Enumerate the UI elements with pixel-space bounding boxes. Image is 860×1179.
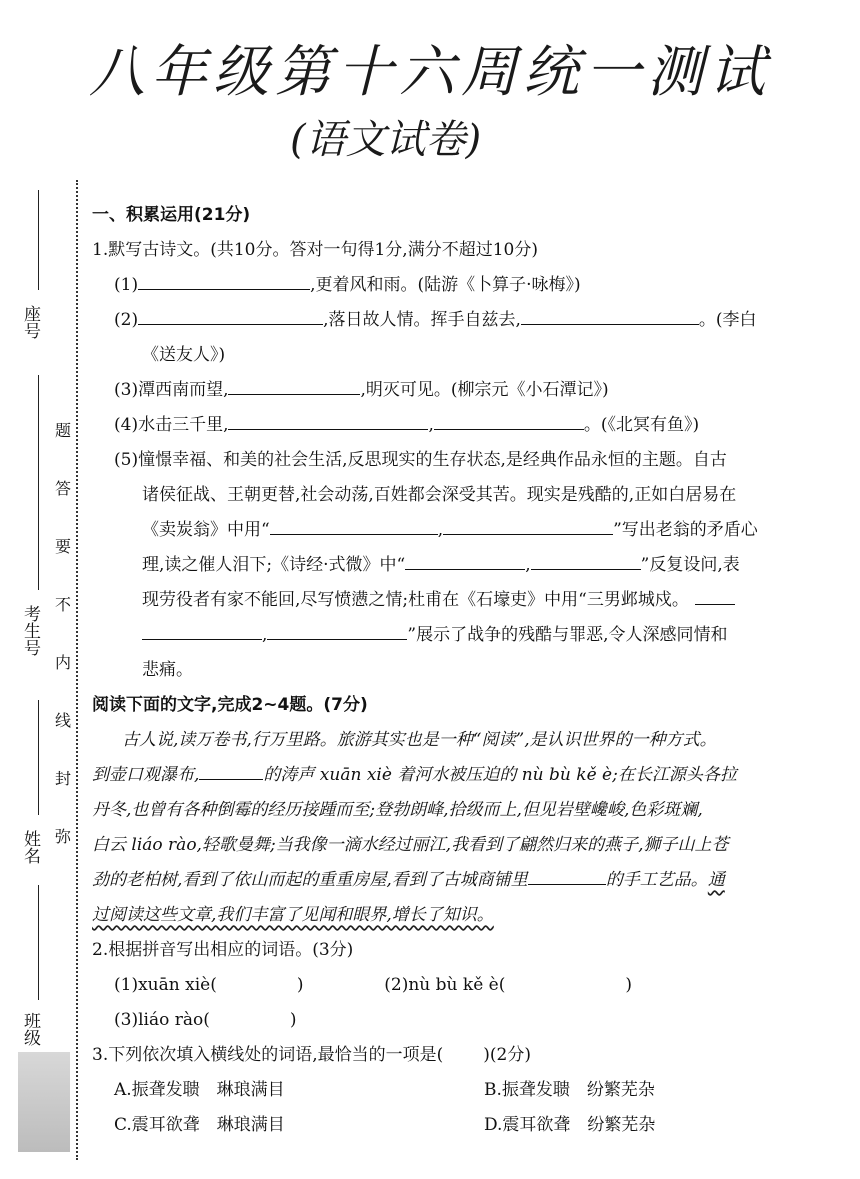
text: 现劳役者有家不能回,尽写愤懑之情;杜甫在《石壕吏》中用“三男邺城戍。 xyxy=(142,590,689,610)
passage-line xyxy=(92,758,844,793)
reading-passage xyxy=(92,723,844,933)
name-line xyxy=(38,700,39,815)
q2-stem: 2.根据拼音写出相应的词语。(3分) xyxy=(92,940,354,960)
text: (1) xyxy=(114,275,139,295)
answer-blank[interactable] xyxy=(695,584,735,605)
q1-item-5: (5)憧憬幸福、和美的社会生活,反思现实的生存状态,是经典作品永恒的主题。自古 xyxy=(114,450,727,470)
text: 《卖炭翁》中用“ xyxy=(142,520,270,540)
passage-line xyxy=(92,898,844,933)
wavy-underlined-text: 通 xyxy=(707,870,725,890)
q1-item-5-l2: 诸侯征战、王朝更替,社会动荡,百姓都会深受其苦。现实是残酷的,正如白居易在 xyxy=(142,485,737,505)
text: 3.下列依次填入横线处的词语,最恰当的一项是( xyxy=(92,1045,444,1065)
text: ) xyxy=(289,1010,297,1030)
answer-blank[interactable] xyxy=(228,374,360,395)
text: ) xyxy=(625,975,632,995)
passage-line: 丹冬,也曾有各种倒霉的经历接踵而至;登勃朗峰,拾级而上,但见岩壁巉峻,色彩斑斓, xyxy=(92,800,703,820)
answer-blank[interactable] xyxy=(138,269,310,290)
answer-blank[interactable] xyxy=(405,549,525,570)
text: 到壶口观瀑布, xyxy=(92,765,200,785)
class-line xyxy=(38,885,39,1000)
q2-items-row2 xyxy=(92,1003,844,1038)
text: 理,读之催人泪下;《诗经·式微》中“ xyxy=(142,555,406,575)
answer-blank[interactable] xyxy=(228,409,428,430)
text: (2)nù bù kě è( xyxy=(384,975,506,995)
reading-heading: 阅读下面的文字,完成2~4题。(7分) xyxy=(92,695,368,715)
text: 的涛声 xuān xiè 着河水被压迫的 nù bù kě è;在长江源头各拉 xyxy=(263,765,737,785)
q3-options-row1 xyxy=(92,1073,844,1108)
tape-mark xyxy=(18,1052,70,1152)
page-title: 八年级第十六周统一测试 xyxy=(89,40,771,105)
text: (4)水击三千里, xyxy=(114,415,229,435)
q1-item-4 xyxy=(92,408,844,443)
text: 。(李白 xyxy=(698,310,757,330)
text: (1)xuān xiè( xyxy=(114,975,217,995)
q1-item-5-l6 xyxy=(92,618,844,653)
notice-char: 封 xyxy=(55,769,72,788)
notice-char: 题 xyxy=(55,421,72,440)
q3-stem xyxy=(92,1038,844,1073)
text: (3)liáo rào( xyxy=(114,1010,210,1030)
passage-line: 白云 liáo rào,轻歌曼舞;当我像一滴水经过丽江,我看到了翩然归来的燕子,狮子山上苍 xyxy=(92,835,729,855)
text: ,明灭可见。(柳宗元《小石潭记》) xyxy=(360,380,609,400)
notice-char: 线 xyxy=(55,711,72,730)
text: ”展示了战争的残酷与罪恶,令人深感同情和 xyxy=(407,625,728,645)
q1-item-5-l4 xyxy=(92,548,844,583)
answer-blank[interactable] xyxy=(521,304,699,325)
option-c[interactable]: C.震耳欲聋 琳琅满目 xyxy=(114,1115,285,1135)
q3-options-row2 xyxy=(92,1108,844,1143)
seat-label: 座号 xyxy=(20,305,40,339)
answer-blank[interactable] xyxy=(199,759,263,780)
option-a[interactable]: A.振聋发聩 琳琅满目 xyxy=(114,1080,285,1100)
text: 的手工艺品。 xyxy=(605,870,708,890)
answer-blank[interactable] xyxy=(434,409,584,430)
text: (2) xyxy=(114,310,139,330)
notice-char: 要 xyxy=(55,537,72,556)
binding-line xyxy=(76,180,78,1160)
text: ) xyxy=(296,975,304,995)
answer-blank[interactable] xyxy=(270,514,438,535)
seat-line xyxy=(38,190,39,290)
text: , xyxy=(437,520,444,540)
notice-char: 答 xyxy=(55,479,72,498)
text: , xyxy=(262,625,268,645)
option-b[interactable]: B.振聋发聩 纷繁芜杂 xyxy=(484,1080,655,1100)
q1-item-3 xyxy=(92,373,844,408)
text: )(2分) xyxy=(483,1045,531,1065)
q1-item-5-l3 xyxy=(92,513,844,548)
notice-char: 内 xyxy=(55,653,72,672)
q2-items-row1 xyxy=(92,968,844,1003)
answer-blank[interactable] xyxy=(142,619,262,640)
notice-char: 不 xyxy=(55,595,72,614)
text: , xyxy=(428,415,434,435)
answer-blank[interactable] xyxy=(267,619,407,640)
text: , xyxy=(525,555,531,575)
text: ,更着风和雨。(陆游《卜算子·咏梅》) xyxy=(310,275,581,295)
page-subtitle: (语文试卷) xyxy=(290,117,482,163)
text: (3)潭西南而望, xyxy=(114,380,229,400)
exam-no-line xyxy=(38,375,39,590)
notice-char: 弥 xyxy=(55,827,72,846)
q1-stem: 1.默写古诗文。(共10分。答对一句得1分,满分不超过10分) xyxy=(92,240,538,260)
text: 劲的老柏树,看到了依山而起的重重房屋,看到了古城商铺里 xyxy=(92,870,528,890)
q1-item-1 xyxy=(92,268,844,303)
answer-blank[interactable] xyxy=(443,514,613,535)
q1-item-5-l7: 悲痛。 xyxy=(142,660,193,680)
exam-content xyxy=(92,198,844,1143)
q1-item-5-l5 xyxy=(92,583,844,618)
answer-blank[interactable] xyxy=(138,304,323,325)
q1-item-2-cont: 《送友人》) xyxy=(142,345,226,365)
answer-blank[interactable] xyxy=(528,864,606,885)
option-d[interactable]: D.震耳欲聋 纷繁芜杂 xyxy=(484,1115,656,1135)
exam-no-label: 考生号 xyxy=(20,605,40,656)
text: ”写出老翁的矛盾心 xyxy=(613,520,758,540)
answer-blank[interactable] xyxy=(531,549,641,570)
wavy-underlined-text: 过阅读这些文章,我们丰富了见闻和眼界,增长了知识。 xyxy=(92,905,494,925)
name-label: 姓名 xyxy=(20,830,40,864)
text: ”反复设问,表 xyxy=(640,555,740,575)
class-label: 班级 xyxy=(20,1012,40,1046)
q1-item-2 xyxy=(92,303,844,338)
section-heading: 一、积累运用(21分) xyxy=(92,205,251,225)
text: ,落日故人情。挥手自兹去, xyxy=(323,310,521,330)
text: 。(《北冥有鱼》) xyxy=(583,415,700,435)
passage-line: 古人说,读万卷书,行万里路。旅游其实也是一种“阅读”,是认识世界的一种方式。 xyxy=(122,730,717,750)
passage-line xyxy=(92,863,844,898)
